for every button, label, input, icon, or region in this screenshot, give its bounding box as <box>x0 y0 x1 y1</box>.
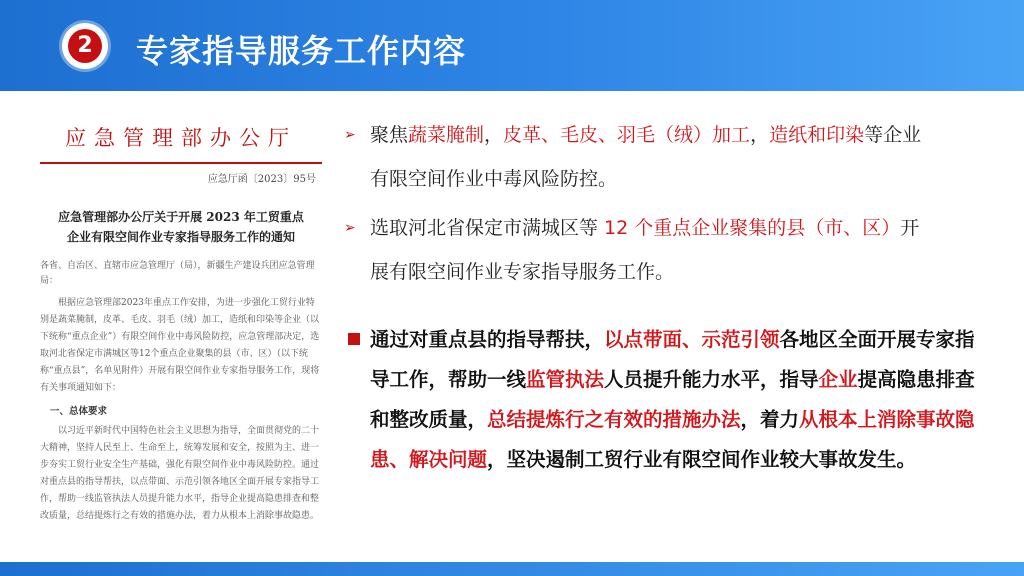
slide-header <box>0 0 1024 91</box>
bullet-arrow-icon: ➢ <box>344 127 356 143</box>
document-red-rule <box>40 162 322 164</box>
bullet-highlight: 造纸和印染 <box>769 124 865 146</box>
highlight-normal: 各地区全面开展专家指导工作，帮助一线 <box>370 328 975 391</box>
footer-bar <box>0 562 1024 576</box>
highlight-red: 从根本上消除事故隐患、解决问题 <box>370 408 975 471</box>
document-paragraph-1: 根据应急管理部2023年重点工作安排，为进一步强化工贸行业特别是蔬菜腌制，皮革、毛皮、羽毛（绒）加工，造纸和印染等企业（以下统称“重点企业”）有限空间作业中毒风险防控，应急管理部决定，选取河北省保定市满城区等12个重点企业聚集的县（市、区）（以下统称“重点县”，名单见附件）开展有限空间作业专家指导服务工作，现将有关事项通知如下： <box>40 298 320 393</box>
highlight-normal: 提高隐患排查和整改质量， <box>370 368 975 431</box>
number-badge <box>62 23 108 69</box>
bullet-2-line1 <box>370 206 1002 250</box>
bullet-1-line2: 有限空间作业中毒风险防控。 <box>370 168 618 190</box>
bullet-text: ， <box>484 124 504 146</box>
highlight-red: 以点带面、示范引领 <box>604 328 780 351</box>
bullet-text: 等企业 <box>864 124 922 146</box>
bullet-1-line1 <box>370 113 1002 157</box>
badge-number: 2 <box>68 29 102 63</box>
square-bullet-icon <box>348 333 360 345</box>
highlight-text <box>370 320 992 480</box>
highlight-normal: ，坚决遏制工贸行业有限空间作业较大事故发生。 <box>487 448 917 471</box>
document-section-heading: 一、总体要求 <box>50 406 108 417</box>
bullet-2 <box>342 206 1002 294</box>
highlight-red: 企业 <box>818 368 858 391</box>
bullet-2-line2: 展有限空间作业专家指导服务工作。 <box>370 261 675 283</box>
bullet-highlight: 12 个重点企业聚集的县（市、区） <box>604 217 901 239</box>
highlight-paragraph <box>342 320 992 480</box>
bullet-text: 开 <box>900 217 920 239</box>
bullet-highlight: 皮革、毛皮、羽毛（绒）加工 <box>503 124 751 146</box>
highlight-normal: 通过对重点县的指导帮扶， <box>370 328 605 351</box>
bullet-arrow-icon: ➢ <box>344 220 356 236</box>
slide-title: 专家指导服务工作内容 <box>136 32 467 70</box>
highlight-red: 监管执法 <box>526 368 605 391</box>
highlight-normal: 人员提升能力水平，指导 <box>604 368 819 391</box>
bullet-text: 选取河北省保定市满城区等 <box>370 217 605 239</box>
document-salutation: 各省、自治区、直辖市应急管理厅（局），新疆生产建设兵团应急管理局： <box>40 261 315 286</box>
document-number: 应急厅函〔2023〕95号 <box>207 174 316 185</box>
document-paragraph-2: 以习近平新时代中国特色社会主义思想为指导，全面贯彻党的二十大精神，坚持人民至上、生命至上，统筹发展和安全，按照为主、进一步夯实工贸行业安全生产基础，强化有限空间作业中毒风险防控。通过对重点县的指导帮扶，以点带面、示范引领各地区全面开展专家指导工作，帮助一线监管执法人员提升能力水平，指导企业提高隐患排查和整改质量，总结提炼行之有效的措施办法，着力从根本上消除事故隐患。 <box>40 426 320 521</box>
document-title-line2: 企业有限空间作业专家指导服务工作的通知 <box>66 230 295 244</box>
bullet-text: 聚焦 <box>370 124 409 146</box>
document-image <box>40 110 322 530</box>
bullet-highlight: 蔬菜腌制 <box>408 124 485 146</box>
highlight-red: 总结提炼行之有效的措施办法 <box>487 408 741 431</box>
highlight-normal: ，着力 <box>740 408 800 431</box>
document-title <box>40 207 322 247</box>
document-title-line1: 应急管理部办公厅关于开展 2023 年工贸重点 <box>58 210 304 224</box>
bullet-1 <box>342 113 1002 201</box>
bullet-text: ， <box>750 124 770 146</box>
document-issuer: 应急管理部办公厅 <box>65 126 297 150</box>
